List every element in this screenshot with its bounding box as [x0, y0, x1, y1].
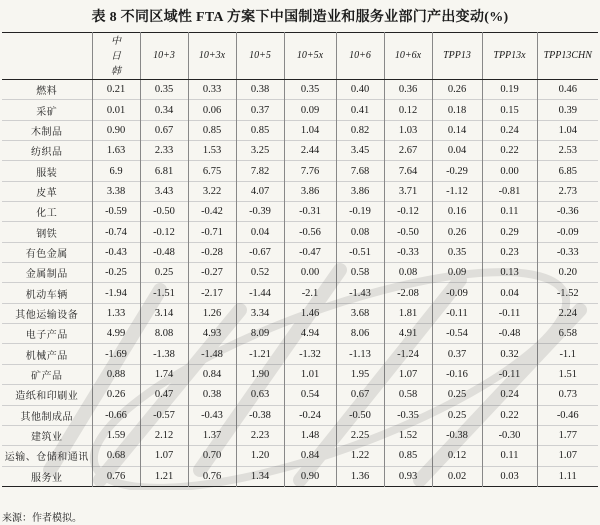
table-row — [2, 324, 598, 344]
table-row — [2, 283, 598, 303]
row-label: 服务业 — [31, 472, 63, 484]
output-change-table — [2, 32, 598, 487]
value-cell: -0.71 — [188, 222, 236, 242]
value-cell: 0.14 — [432, 120, 482, 140]
value-cell: -0.59 — [92, 202, 140, 222]
value-cell: -2.1 — [284, 283, 336, 303]
value-cell: 1.53 — [188, 141, 236, 161]
value-cell: 0.25 — [140, 263, 188, 283]
value-cell: 1.48 — [284, 425, 336, 445]
value-cell: 0.24 — [482, 120, 537, 140]
header-cell: 10+5x — [284, 33, 336, 80]
value-cell: -0.42 — [188, 202, 236, 222]
value-cell: 6.81 — [140, 161, 188, 181]
value-cell: 0.38 — [236, 80, 284, 100]
value-cell: 0.63 — [236, 385, 284, 405]
value-cell: -0.30 — [482, 425, 537, 445]
value-cell: 0.46 — [537, 80, 598, 100]
value-cell: 0.26 — [432, 80, 482, 100]
value-cell: 0.06 — [188, 100, 236, 120]
value-cell: 0.73 — [537, 385, 598, 405]
value-cell: -0.57 — [140, 405, 188, 425]
value-cell: -2.08 — [384, 283, 432, 303]
value-cell: 6.85 — [537, 161, 598, 181]
value-cell: 0.26 — [92, 385, 140, 405]
header-cell: 10+3x — [188, 33, 236, 80]
value-cell: 0.47 — [140, 385, 188, 405]
table-row — [2, 344, 598, 364]
value-cell: 0.35 — [140, 80, 188, 100]
value-cell: 0.32 — [482, 344, 537, 364]
header-cjk: 中日韩 — [111, 35, 121, 77]
row-label: 纺织品 — [31, 147, 63, 159]
row-label: 皮革 — [36, 187, 58, 199]
value-cell: 1.95 — [336, 364, 384, 384]
header-row — [2, 33, 598, 80]
value-cell: 0.18 — [432, 100, 482, 120]
row-label: 机动车辆 — [25, 289, 68, 301]
value-cell: 0.16 — [432, 202, 482, 222]
value-cell: -2.17 — [188, 283, 236, 303]
source-note: 来源：作者模拟。 — [2, 513, 82, 524]
value-cell: -0.81 — [482, 181, 537, 201]
table-row — [2, 385, 598, 405]
value-cell: 0.35 — [284, 80, 336, 100]
row-label: 运输、仓储和通讯 — [4, 452, 89, 464]
table-row — [2, 100, 598, 120]
value-cell: 8.09 — [236, 324, 284, 344]
value-cell: 0.67 — [336, 385, 384, 405]
value-cell: 6.58 — [537, 324, 598, 344]
value-cell: 3.71 — [384, 181, 432, 201]
value-cell: -0.50 — [336, 405, 384, 425]
value-cell: 0.01 — [92, 100, 140, 120]
value-cell: -0.31 — [284, 202, 336, 222]
table-row — [2, 364, 598, 384]
value-cell: -0.48 — [482, 324, 537, 344]
row-label: 其他制成品 — [20, 411, 73, 423]
row-label: 矿产品 — [31, 370, 63, 382]
value-cell: 0.00 — [284, 263, 336, 283]
header-cell: TPP13 — [432, 33, 482, 80]
value-cell: 3.38 — [92, 181, 140, 201]
value-cell: -1.21 — [236, 344, 284, 364]
value-cell: 6.75 — [188, 161, 236, 181]
value-cell: 0.84 — [188, 364, 236, 384]
value-cell: 0.20 — [537, 263, 598, 283]
value-cell: -0.28 — [188, 242, 236, 262]
value-cell: 0.00 — [482, 161, 537, 181]
value-cell: -0.50 — [140, 202, 188, 222]
value-cell: -0.33 — [537, 242, 598, 262]
value-cell: 7.82 — [236, 161, 284, 181]
value-cell: 1.36 — [336, 466, 384, 486]
value-cell: 0.11 — [482, 202, 537, 222]
value-cell: -1.52 — [537, 283, 598, 303]
value-cell: 1.34 — [236, 466, 284, 486]
value-cell: 0.39 — [537, 100, 598, 120]
value-cell: 1.04 — [537, 120, 598, 140]
value-cell: 8.08 — [140, 324, 188, 344]
value-cell: -1.38 — [140, 344, 188, 364]
value-cell: 2.23 — [236, 425, 284, 445]
value-cell: 4.07 — [236, 181, 284, 201]
value-cell: 0.58 — [336, 263, 384, 283]
value-cell: -1.51 — [140, 283, 188, 303]
row-label: 服装 — [36, 167, 58, 179]
value-cell: 1.07 — [537, 446, 598, 466]
value-cell: 2.73 — [537, 181, 598, 201]
row-label: 燃料 — [36, 86, 58, 98]
value-cell: -1.1 — [537, 344, 598, 364]
value-cell: -0.39 — [236, 202, 284, 222]
value-cell: 0.22 — [482, 405, 537, 425]
value-cell: 0.82 — [336, 120, 384, 140]
value-cell: -0.43 — [188, 405, 236, 425]
value-cell: 0.23 — [482, 242, 537, 262]
value-cell: 1.90 — [236, 364, 284, 384]
value-cell: 1.11 — [537, 466, 598, 486]
header-cell: 10+6 — [336, 33, 384, 80]
value-cell: 1.59 — [92, 425, 140, 445]
value-cell: -0.25 — [92, 263, 140, 283]
value-cell: 1.07 — [384, 364, 432, 384]
value-cell: -0.74 — [92, 222, 140, 242]
value-cell: 0.37 — [432, 344, 482, 364]
value-cell: 0.11 — [482, 446, 537, 466]
value-cell: 3.43 — [140, 181, 188, 201]
value-cell: 0.21 — [92, 80, 140, 100]
value-cell: 1.81 — [384, 303, 432, 323]
value-cell: -0.11 — [482, 364, 537, 384]
value-cell: 0.37 — [236, 100, 284, 120]
value-cell: -1.43 — [336, 283, 384, 303]
value-cell: 2.33 — [140, 141, 188, 161]
value-cell: 1.37 — [188, 425, 236, 445]
value-cell: -0.38 — [432, 425, 482, 445]
table-row — [2, 263, 598, 283]
value-cell: 0.52 — [236, 263, 284, 283]
value-cell: -0.66 — [92, 405, 140, 425]
row-label: 建筑业 — [31, 432, 63, 444]
value-cell: -1.13 — [336, 344, 384, 364]
header-cell: TPP13x — [482, 33, 537, 80]
value-cell: 0.09 — [432, 263, 482, 283]
value-cell: -0.12 — [140, 222, 188, 242]
value-cell: 7.64 — [384, 161, 432, 181]
value-cell: 2.24 — [537, 303, 598, 323]
value-cell: -0.43 — [92, 242, 140, 262]
row-label: 木制品 — [31, 126, 63, 138]
value-cell: 0.35 — [432, 242, 482, 262]
value-cell: 3.25 — [236, 141, 284, 161]
row-label: 电子产品 — [25, 330, 68, 342]
value-cell: 7.76 — [284, 161, 336, 181]
value-cell: 4.94 — [284, 324, 336, 344]
value-cell: 4.91 — [384, 324, 432, 344]
value-cell: 1.26 — [188, 303, 236, 323]
value-cell: 3.86 — [284, 181, 336, 201]
value-cell: 1.07 — [140, 446, 188, 466]
header-cell: 10+3 — [140, 33, 188, 80]
value-cell: 0.09 — [284, 100, 336, 120]
value-cell: 0.68 — [92, 446, 140, 466]
value-cell: 3.22 — [188, 181, 236, 201]
value-cell: 0.24 — [482, 385, 537, 405]
value-cell: 0.93 — [384, 466, 432, 486]
row-label: 造纸和印刷业 — [15, 391, 79, 403]
value-cell: 1.03 — [384, 120, 432, 140]
value-cell: 0.25 — [432, 385, 482, 405]
value-cell: -0.09 — [537, 222, 598, 242]
value-cell: 0.12 — [384, 100, 432, 120]
value-cell: -1.94 — [92, 283, 140, 303]
value-cell: -0.33 — [384, 242, 432, 262]
value-cell: 0.04 — [432, 141, 482, 161]
row-label: 钢铁 — [36, 228, 58, 240]
value-cell: -0.67 — [236, 242, 284, 262]
value-cell: -0.16 — [432, 364, 482, 384]
value-cell: 0.70 — [188, 446, 236, 466]
value-cell: 0.36 — [384, 80, 432, 100]
value-cell: 2.67 — [384, 141, 432, 161]
value-cell: 0.08 — [336, 222, 384, 242]
value-cell: 2.25 — [336, 425, 384, 445]
value-cell: 6.9 — [92, 161, 140, 181]
table-row — [2, 405, 598, 425]
value-cell: -1.24 — [384, 344, 432, 364]
value-cell: 0.04 — [482, 283, 537, 303]
value-cell: 2.53 — [537, 141, 598, 161]
value-cell: -0.29 — [432, 161, 482, 181]
value-cell: 0.02 — [432, 466, 482, 486]
value-cell: 0.41 — [336, 100, 384, 120]
value-cell: 2.12 — [140, 425, 188, 445]
table-row — [2, 466, 598, 486]
table-body — [2, 80, 598, 487]
row-label: 采矿 — [36, 106, 58, 118]
value-cell: -0.36 — [537, 202, 598, 222]
header-cell — [2, 33, 92, 80]
value-cell: 0.85 — [236, 120, 284, 140]
table-row — [2, 161, 598, 181]
value-cell: 0.26 — [432, 222, 482, 242]
value-cell: 3.14 — [140, 303, 188, 323]
value-cell: 0.38 — [188, 385, 236, 405]
header-cell: 10+6x — [384, 33, 432, 80]
value-cell: -1.32 — [284, 344, 336, 364]
value-cell: -1.44 — [236, 283, 284, 303]
header-cell — [92, 33, 140, 80]
value-cell: 0.25 — [432, 405, 482, 425]
value-cell: 1.74 — [140, 364, 188, 384]
value-cell: -0.46 — [537, 405, 598, 425]
value-cell: 0.29 — [482, 222, 537, 242]
value-cell: 0.84 — [284, 446, 336, 466]
value-cell: 4.99 — [92, 324, 140, 344]
value-cell: 3.34 — [236, 303, 284, 323]
value-cell: 0.90 — [92, 120, 140, 140]
value-cell: 3.86 — [336, 181, 384, 201]
value-cell: -0.38 — [236, 405, 284, 425]
value-cell: 1.21 — [140, 466, 188, 486]
header-cell: 10+5 — [236, 33, 284, 80]
value-cell: 1.22 — [336, 446, 384, 466]
value-cell: -0.56 — [284, 222, 336, 242]
value-cell: 1.52 — [384, 425, 432, 445]
value-cell: -0.27 — [188, 263, 236, 283]
row-label: 化工 — [36, 208, 58, 220]
value-cell: -0.11 — [482, 303, 537, 323]
value-cell: -0.12 — [384, 202, 432, 222]
value-cell: 3.45 — [336, 141, 384, 161]
value-cell: 1.04 — [284, 120, 336, 140]
value-cell: 7.68 — [336, 161, 384, 181]
table-row — [2, 242, 598, 262]
row-label: 机械产品 — [25, 350, 68, 362]
value-cell: 0.04 — [236, 222, 284, 242]
table-row — [2, 141, 598, 161]
row-label: 有色金属 — [25, 248, 68, 260]
row-label: 其他运输设备 — [15, 309, 79, 321]
table-row — [2, 446, 598, 466]
value-cell: 1.46 — [284, 303, 336, 323]
value-cell: 0.03 — [482, 466, 537, 486]
value-cell: 0.22 — [482, 141, 537, 161]
header-cell — [537, 33, 598, 80]
value-cell: 1.51 — [537, 364, 598, 384]
value-cell: 1.33 — [92, 303, 140, 323]
value-cell: 8.06 — [336, 324, 384, 344]
value-cell: 0.08 — [384, 263, 432, 283]
value-cell: 0.33 — [188, 80, 236, 100]
value-cell: 0.88 — [92, 364, 140, 384]
value-cell: -1.69 — [92, 344, 140, 364]
value-cell: 0.34 — [140, 100, 188, 120]
value-cell: -0.54 — [432, 324, 482, 344]
value-cell: 1.77 — [537, 425, 598, 445]
value-cell: 0.76 — [92, 466, 140, 486]
value-cell: 0.15 — [482, 100, 537, 120]
value-cell: -1.12 — [432, 181, 482, 201]
table-row — [2, 425, 598, 445]
value-cell: 1.63 — [92, 141, 140, 161]
value-cell: -0.35 — [384, 405, 432, 425]
value-cell: 0.76 — [188, 466, 236, 486]
table-row — [2, 303, 598, 323]
value-cell: 0.85 — [384, 446, 432, 466]
table-row — [2, 222, 598, 242]
table-title: 表 8 不同区域性 FTA 方案下中国制造业和服务业部门产出变动(%) — [91, 10, 509, 25]
table-row — [2, 202, 598, 222]
value-cell: -0.47 — [284, 242, 336, 262]
value-cell: -0.09 — [432, 283, 482, 303]
value-cell: 0.85 — [188, 120, 236, 140]
row-label: 金属制品 — [25, 269, 68, 281]
value-cell: 3.68 — [336, 303, 384, 323]
value-cell: -1.48 — [188, 344, 236, 364]
header-tpp13chn: TPP13CHN — [543, 50, 592, 61]
table-row — [2, 181, 598, 201]
value-cell: 0.54 — [284, 385, 336, 405]
table-row — [2, 120, 598, 140]
value-cell: -0.51 — [336, 242, 384, 262]
value-cell: -0.19 — [336, 202, 384, 222]
value-cell: 4.93 — [188, 324, 236, 344]
value-cell: 1.20 — [236, 446, 284, 466]
value-cell: -0.24 — [284, 405, 336, 425]
value-cell: 0.40 — [336, 80, 384, 100]
table-row — [2, 80, 598, 100]
value-cell: 2.44 — [284, 141, 336, 161]
value-cell: -0.50 — [384, 222, 432, 242]
value-cell: -0.11 — [432, 303, 482, 323]
value-cell: 0.67 — [140, 120, 188, 140]
value-cell: 0.19 — [482, 80, 537, 100]
value-cell: 0.58 — [384, 385, 432, 405]
value-cell: 0.12 — [432, 446, 482, 466]
value-cell: 0.13 — [482, 263, 537, 283]
value-cell: 0.90 — [284, 466, 336, 486]
value-cell: 1.01 — [284, 364, 336, 384]
value-cell: -0.48 — [140, 242, 188, 262]
